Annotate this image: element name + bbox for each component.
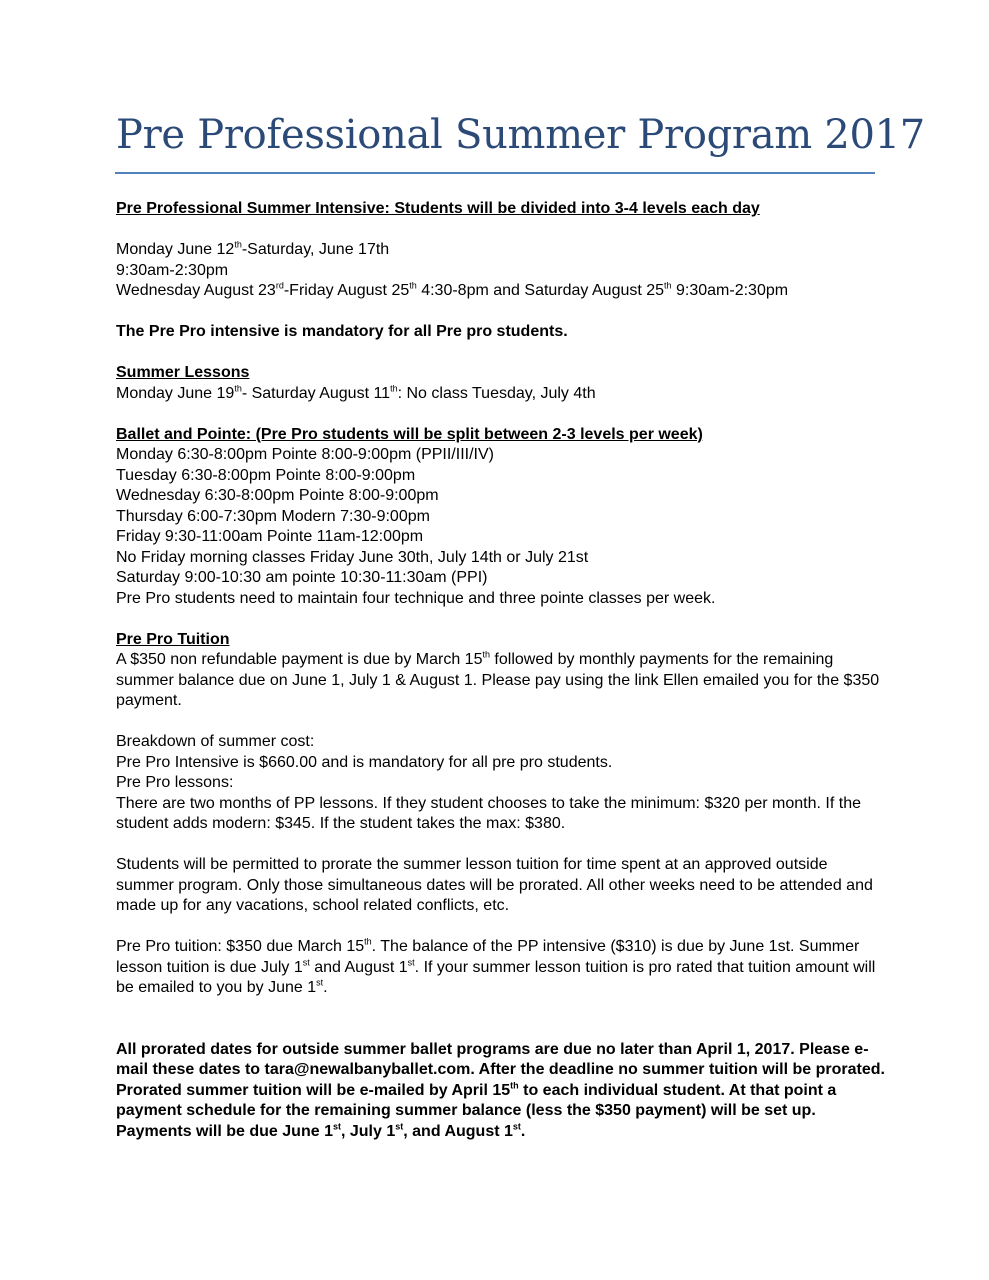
schedule-line: Tuesday 6:30-8:00pm Pointe 8:00-9:00pm (116, 466, 416, 484)
ballet-heading: Ballet and Pointe: (Pre Pro students will be split between 2-3 levels per week) (116, 425, 703, 443)
prorate-paragraph: Students will be permitted to prorate the summer lesson tuition for time spent at an approved outside summer program. Only those simultaneous dates will be prorated. All other weeks need to be attended and made up for any vacations, school related conflicts, etc. (116, 856, 873, 914)
breakdown-label: Breakdown of summer cost: (116, 733, 315, 750)
intensive-time-1: 9:30am-2:30pm (116, 261, 229, 279)
lessons-cost: There are two months of PP lessons. If they student chooses to take the minimum: $320 per month. If the student adds modern: $345. If the student takes the max: $380. (116, 794, 861, 832)
intensive-heading: Pre Professional Summer Intensive: Students will be divided into 3-4 levels each day (116, 200, 760, 217)
schedule-line: Monday 6:30-8:00pm Pointe 8:00-9:00pm (PPII/III/IV) (116, 446, 494, 463)
schedule-line: Wednesday 6:30-8:00pm Pointe 8:00-9:00pm (116, 487, 439, 504)
tuition-heading: Pre Pro Tuition (116, 630, 230, 648)
schedule-line: Thursday 6:00-7:30pm Modern 7:30-9:00pm (116, 507, 430, 525)
tuition-due-paragraph: Pre Pro tuition: $350 due March 15th. The balance of the PP intensive ($310) is due by June 1st. Summer lesson tuition is due July 1st and August 1st. If your summer lesson tuition is pro rated that tuition amount will be emailed to you by June 1st. (116, 936, 876, 996)
intensive-dates-1: Monday June 12th-Saturday, June 17th (116, 239, 390, 258)
schedule-line: Saturday 9:00-10:30 am pointe 10:30-11:30am (PPI) (116, 569, 488, 586)
intensive-cost: Pre Pro Intensive is $660.00 and is mandatory for all pre pro students. (116, 753, 613, 771)
lessons-heading: Summer Lessons (116, 364, 250, 381)
lessons-dates: Monday June 19th- Saturday August 11th: No class Tuesday, July 4th (116, 383, 596, 402)
title-underline (115, 172, 875, 174)
prorate-deadline-notice: All prorated dates for outside summer ballet programs are due no later than April 1, 2017. Please e-mail these dates to tara@newalbanyballet.com. After the deadline no summer tuition will be prorated. Prorated summer tuition will be e-mailed by April 15th to each individual student. At that point a payment schedule for the remaining summer balance (less the $350 payment) will be set up. Payments will be due June 1st, July 1st, and August 1st. (116, 1040, 885, 1140)
schedule-line: Pre Pro students need to maintain four technique and three pointe classes per week. (116, 589, 716, 607)
schedule-line: Friday 9:30-11:00am Pointe 11am-12:00pm (116, 528, 424, 545)
page-title: Pre Professional Summer Program 2017 (116, 112, 925, 158)
intensive-mandatory-note: The Pre Pro intensive is mandatory for all Pre pro students. (116, 323, 568, 340)
intensive-dates-2: Wednesday August 23rd-Friday August 25th 4:30-8pm and Saturday August 25th 9:30am-2:30pm (116, 280, 789, 299)
schedule-line: No Friday morning classes Friday June 30th, July 14th or July 21st (116, 548, 589, 566)
tuition-payment-paragraph: A $350 non refundable payment is due by March 15th followed by monthly payments for the remaining summer balance due on June 1, July 1 & August 1. Please pay using the link Ellen emailed you for the $350 payment. (116, 649, 880, 709)
document-body (116, 199, 886, 1142)
lessons-label: Pre Pro lessons: (116, 774, 234, 791)
